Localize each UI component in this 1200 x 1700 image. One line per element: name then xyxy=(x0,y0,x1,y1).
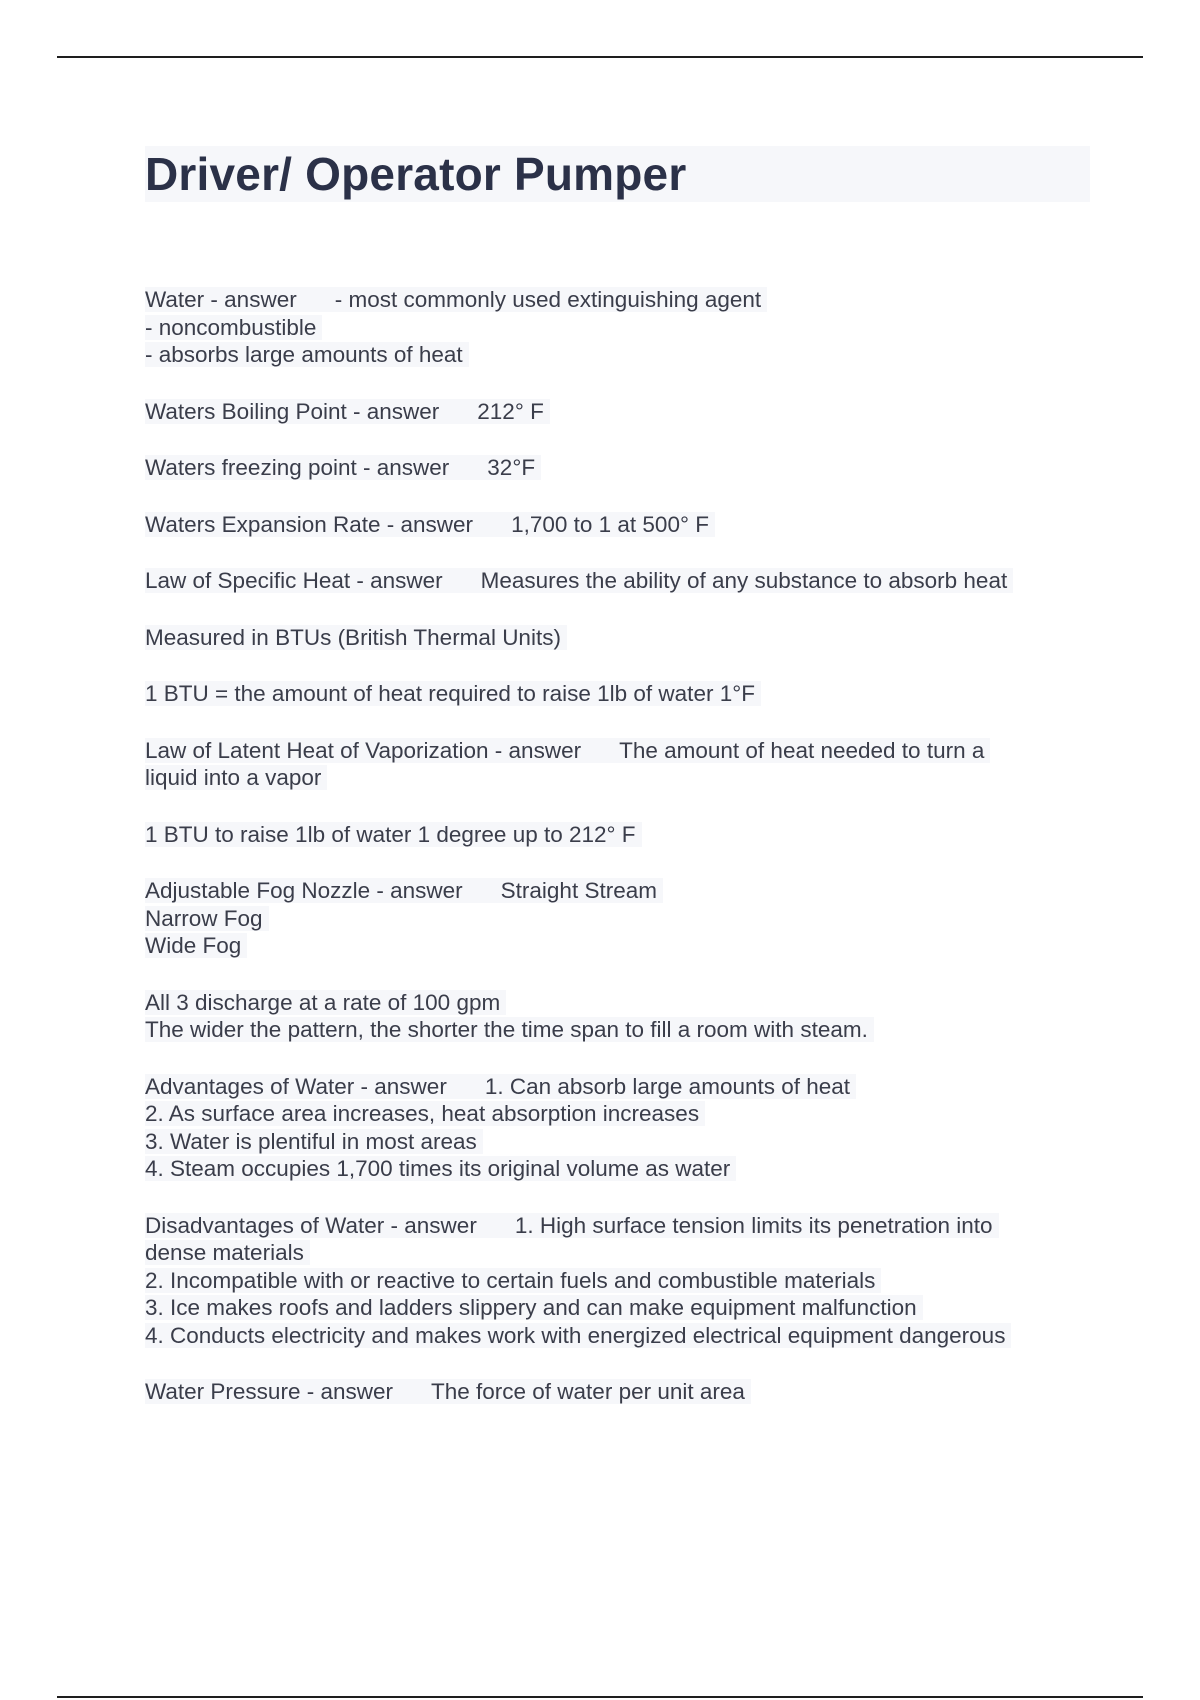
entry-answer: Straight Stream xyxy=(500,878,657,903)
flashcard-entry xyxy=(145,624,1090,652)
flashcard-entry xyxy=(145,680,1090,708)
entry-answer: The force of water per unit area xyxy=(430,1379,745,1404)
entry-answer: The amount of heat needed to turn a xyxy=(619,737,985,763)
entry-answer: Wide Fog xyxy=(145,933,247,958)
flashcard-entry xyxy=(145,286,1090,369)
flashcard-entry xyxy=(145,877,1090,960)
entry-answer: 1. High surface tension limits its penetration into xyxy=(514,1212,993,1238)
entry-term: Waters freezing point - answer xyxy=(145,455,450,480)
entry-term: Adjustable Fog Nozzle - answer xyxy=(145,878,463,903)
entry-answer: 212° F xyxy=(477,398,544,424)
flashcard-entry xyxy=(145,821,1090,849)
flashcard-entry xyxy=(145,737,1090,792)
entry-term: Water Pressure - answer xyxy=(145,1379,393,1404)
entry-answer: 4. Conducts electricity and makes work with energized electrical equipment dangerous xyxy=(145,1323,1011,1348)
flashcard-entry xyxy=(145,567,1090,595)
entry-answer: All 3 discharge at a rate of 100 gpm xyxy=(145,990,506,1015)
entry-term: Advantages of Water - answer xyxy=(145,1073,447,1099)
entry-answer: Measured in BTUs (British Thermal Units) xyxy=(145,625,567,650)
entry-term: Law of Specific Heat - answer xyxy=(145,568,443,593)
flashcard-entry xyxy=(145,398,1090,426)
flashcard-entry xyxy=(145,1212,1090,1350)
entry-term: Water - answer xyxy=(145,287,297,312)
page-title: Driver/ Operator Pumper xyxy=(145,148,687,200)
flashcard-entry xyxy=(145,1073,1090,1183)
document-page xyxy=(145,146,1090,1435)
entry-answer: 32°F xyxy=(487,455,536,480)
flashcard-entry xyxy=(145,454,1090,482)
entry-term: Law of Latent Heat of Vaporization - answer xyxy=(145,737,582,763)
entry-answer: - absorbs large amounts of heat xyxy=(145,342,469,367)
entry-answer: 3. Water is plentiful in most areas xyxy=(145,1129,483,1154)
entry-answer: dense materials xyxy=(145,1240,310,1265)
entry-term: Waters Boiling Point - answer xyxy=(145,398,440,424)
entry-term: Waters Expansion Rate - answer xyxy=(145,511,474,537)
flashcard-entry xyxy=(145,1378,1090,1406)
entry-term: Disadvantages of Water - answer xyxy=(145,1212,477,1238)
flashcard-entry xyxy=(145,989,1090,1044)
entry-answer: 3. Ice makes roofs and ladders slippery and can make equipment malfunction xyxy=(145,1295,923,1320)
entry-answer: 1 BTU to raise 1lb of water 1 degree up to 212° F xyxy=(145,822,642,847)
entry-answer: 1,700 to 1 at 500° F xyxy=(511,511,709,537)
entry-answer: Narrow Fog xyxy=(145,906,269,931)
entry-answer: 2. As surface area increases, heat absorption increases xyxy=(145,1101,705,1126)
entry-answer: - noncombustible xyxy=(145,315,322,340)
entry-answer: liquid into a vapor xyxy=(145,765,327,790)
entry-answer: 2. Incompatible with or reactive to certain fuels and combustible materials xyxy=(145,1268,881,1293)
flashcard-entry xyxy=(145,511,1090,539)
entry-answer: 1 BTU = the amount of heat required to raise 1lb of water 1°F xyxy=(145,681,761,706)
entry-answer: The wider the pattern, the shorter the time span to fill a room with steam. xyxy=(145,1017,874,1042)
entry-answer: Measures the ability of any substance to absorb heat xyxy=(480,568,1008,593)
header-rule xyxy=(57,56,1143,58)
entry-answer: 4. Steam occupies 1,700 times its original volume as water xyxy=(145,1156,736,1181)
title-banner xyxy=(145,146,1090,202)
entry-answer: - most commonly used extinguishing agent xyxy=(334,287,762,312)
entry-answer: 1. Can absorb large amounts of heat xyxy=(484,1073,851,1099)
footer-rule xyxy=(57,1696,1143,1698)
flashcard-list xyxy=(145,286,1090,1406)
